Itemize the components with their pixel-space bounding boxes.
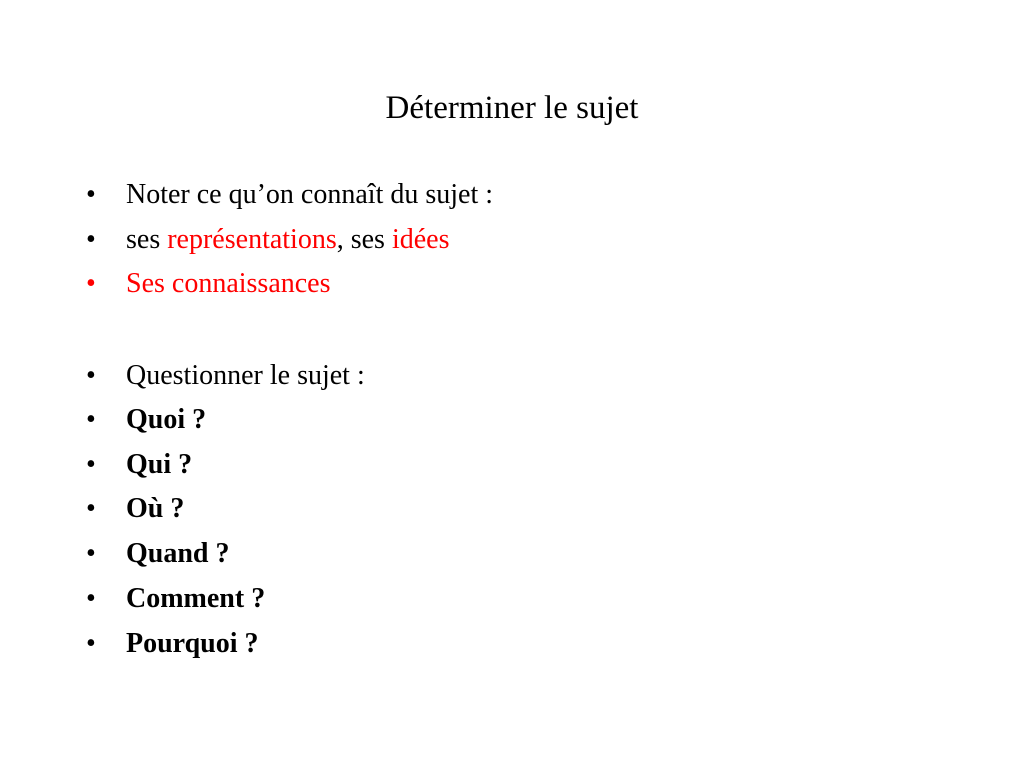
bullet-icon: • <box>86 360 96 391</box>
highlight-idees: idées <box>391 224 450 255</box>
bullet-icon: • <box>86 404 96 435</box>
text-segment: , ses <box>336 224 392 255</box>
bullet-text: Noter ce qu’on connaît du sujet : <box>126 179 494 210</box>
bullet-icon: • <box>86 538 96 569</box>
bullet-text <box>126 222 450 258</box>
bullet-text: Qui ? <box>126 449 193 480</box>
bullet-icon: • <box>86 449 96 480</box>
bullet-text: Pourquoi ? <box>126 628 259 659</box>
bullet-text: Questionner le sujet : <box>126 360 365 391</box>
bullet-text: Comment ? <box>126 583 266 614</box>
bullet-text: Ses connaissances <box>126 268 331 299</box>
bullet-icon: • <box>86 628 96 659</box>
bullet-icon: • <box>86 493 96 524</box>
bullet-text: Quand ? <box>126 538 230 569</box>
bullet-text: Quoi ? <box>126 404 207 435</box>
bullet-icon: • <box>86 179 96 210</box>
bullet-icon: • <box>86 583 96 614</box>
slide-title: Déterminer le sujet <box>385 90 639 126</box>
bullet-icon: • <box>86 268 96 299</box>
highlight-representations: représentations <box>167 224 337 255</box>
bullet-icon: • <box>86 224 96 255</box>
bullet-text: Où ? <box>126 493 185 524</box>
text-segment: ses <box>126 224 168 255</box>
